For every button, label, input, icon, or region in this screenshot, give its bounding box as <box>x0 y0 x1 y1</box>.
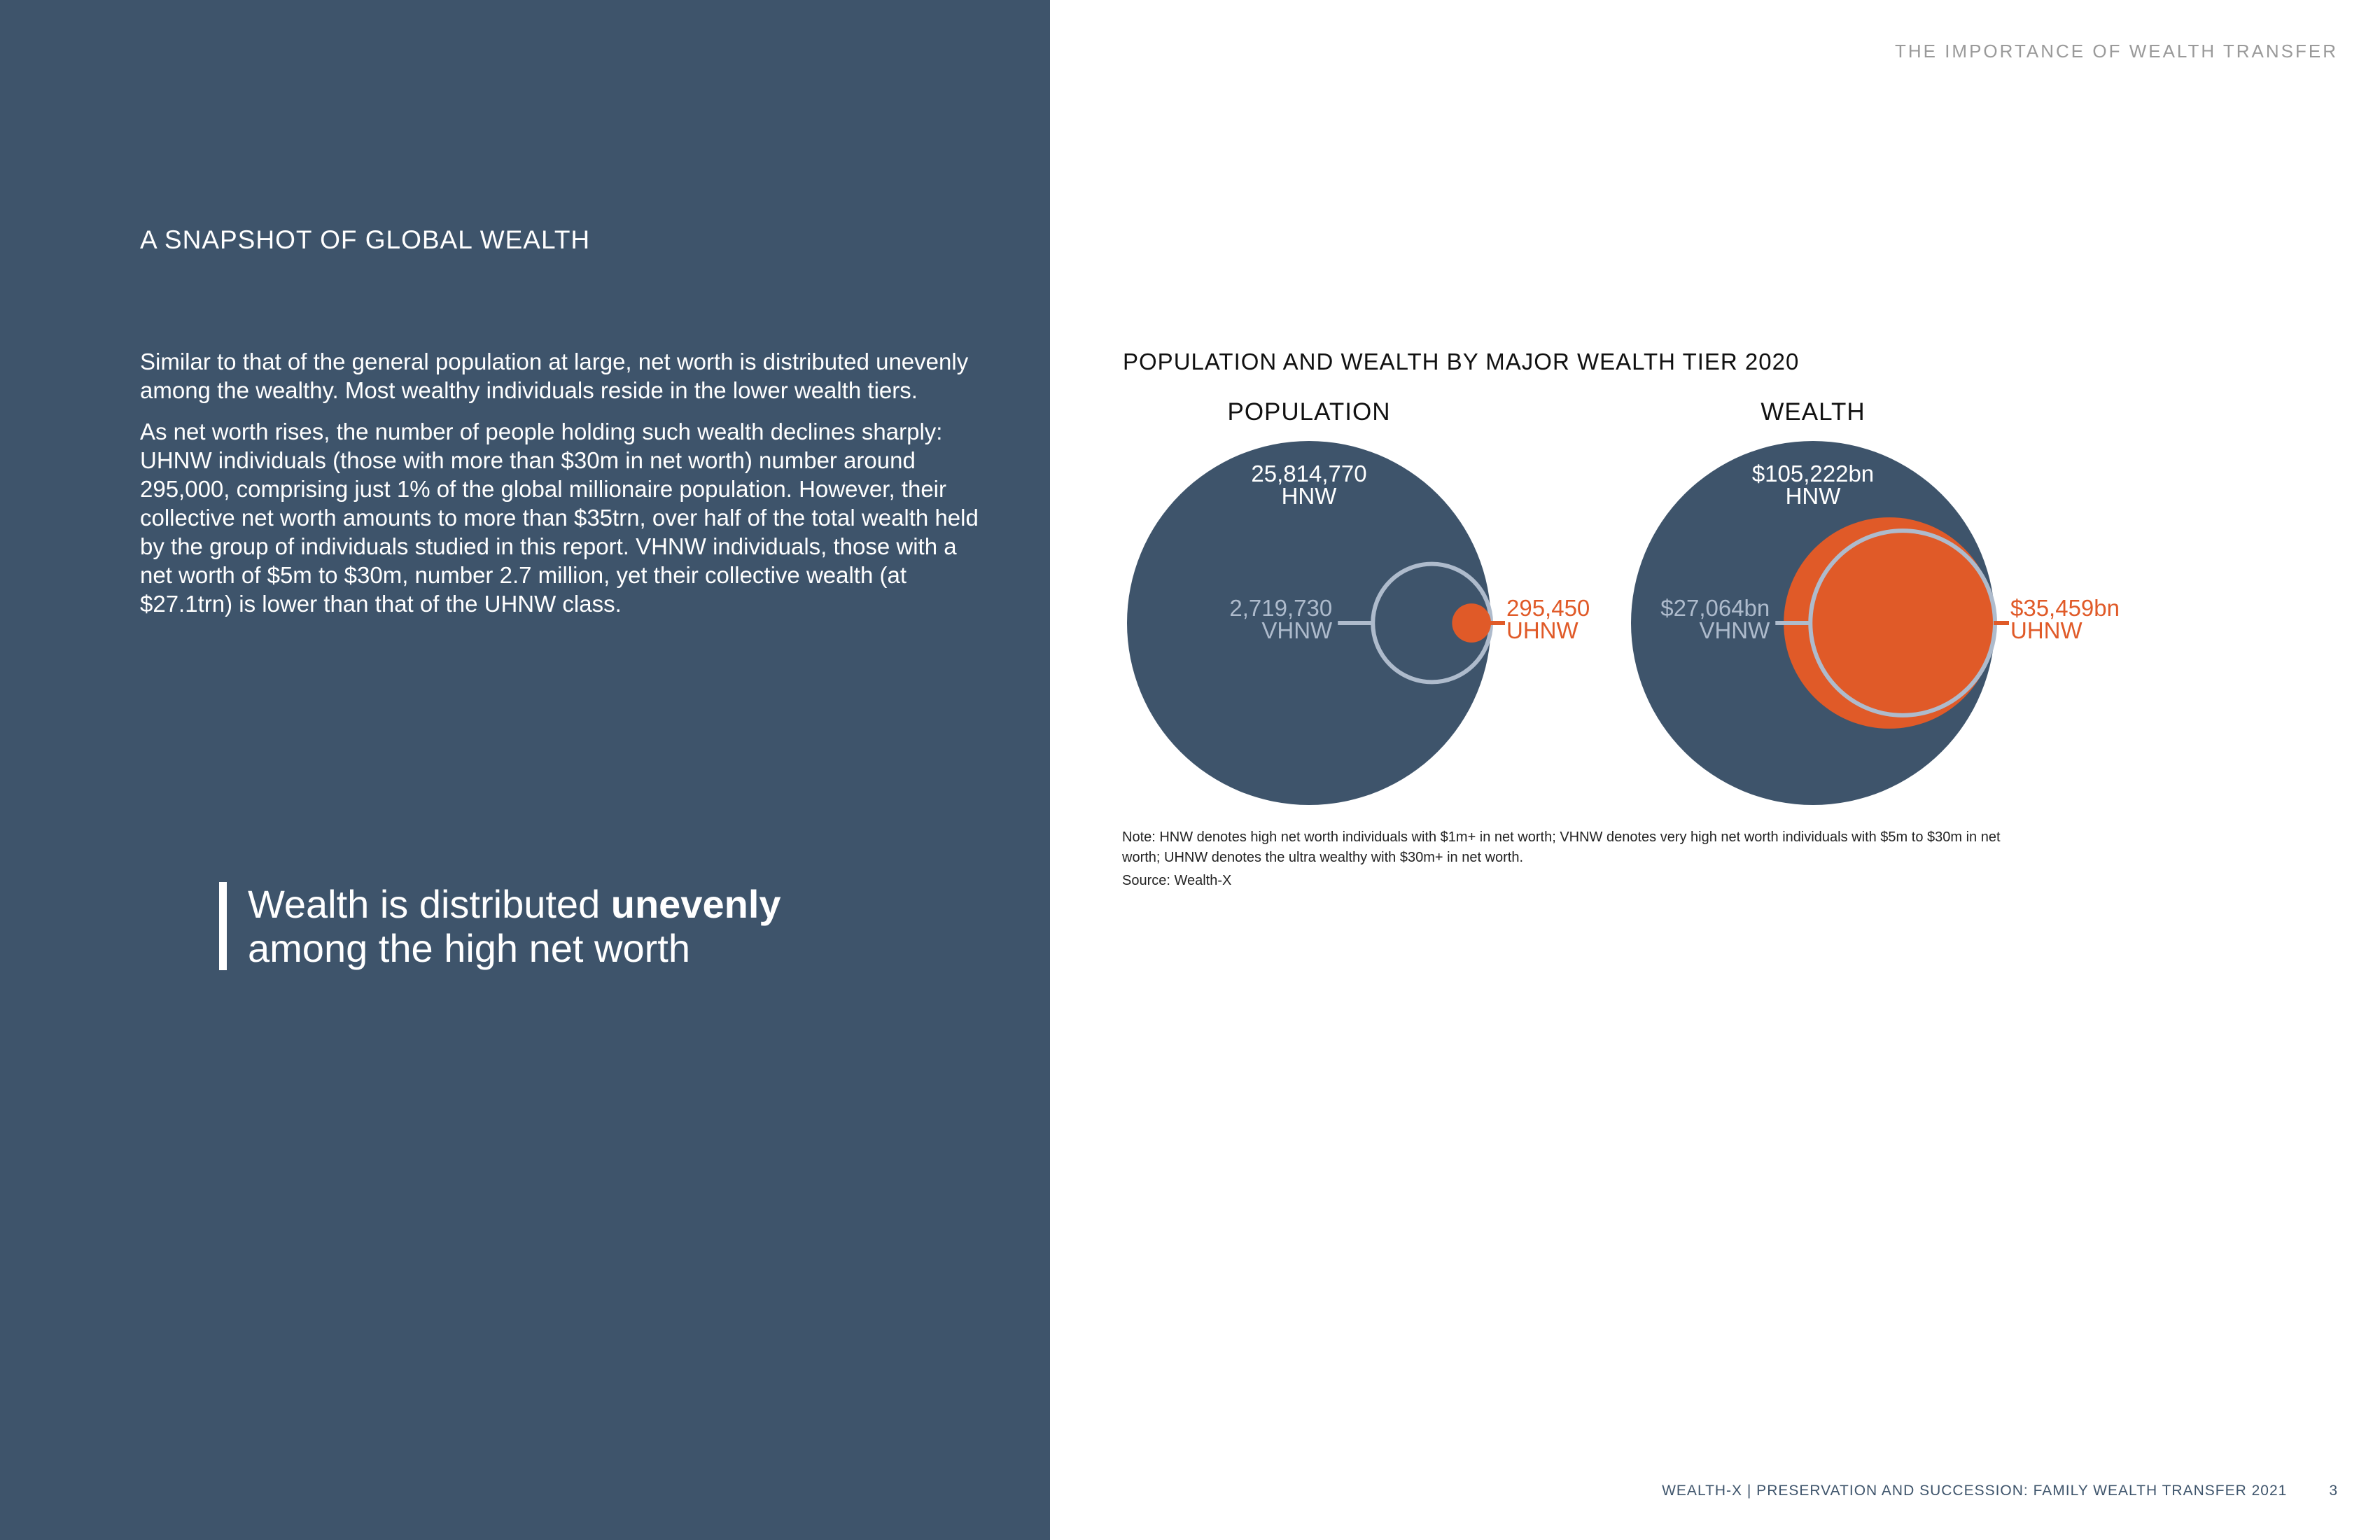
wealth-vhnw-tier: VHNW <box>1699 617 1770 643</box>
bubble-chart <box>1092 392 2240 812</box>
section-title: A SNAPSHOT OF GLOBAL WEALTH <box>140 225 591 254</box>
population-uhnw-value: 295,450 <box>1506 595 1590 621</box>
page-number: 3 <box>2329 1483 2338 1499</box>
population-panel-title: POPULATION <box>1227 398 1391 426</box>
footer <box>1662 1483 2338 1499</box>
population-vhnw-value: 2,719,730 <box>1229 595 1333 621</box>
population-vhnw-tier: VHNW <box>1261 617 1333 643</box>
population-hnw-tier: HNW <box>1281 483 1337 509</box>
wealth-uhnw-tier: UHNW <box>2010 617 2082 643</box>
wealth-vhnw-value: $27,064bn <box>1660 595 1770 621</box>
pull-quote <box>219 882 781 970</box>
population-uhnw-tier: UHNW <box>1506 617 1578 643</box>
running-head: THE IMPORTANCE OF WEALTH TRANSFER <box>1894 41 2338 62</box>
chart-source: Source: Wealth-X <box>1122 873 1232 888</box>
population-uhnw-bubble <box>1452 603 1491 643</box>
chart-note: Note: HNW denotes high net worth individuals with $1m+ in net worth; VHNW denotes very high net worth individuals with $5m to $30m in net worth; UHNW denotes the ultra wealthy with $30m+ in net worth. <box>1122 830 2001 865</box>
wealth-uhnw-bubble <box>1784 517 1995 729</box>
wealth-hnw-tier: HNW <box>1785 483 1841 509</box>
pull-quote-lead: Wealth is distributed <box>248 882 611 926</box>
population-hnw-value: 25,814,770 <box>1251 461 1367 486</box>
pull-quote-emphasis: unevenly <box>610 882 781 926</box>
wealth-panel-title: WEALTH <box>1760 398 1865 426</box>
body-paragraph-2: As net worth rises, the number of people holding such wealth declines sharply: UHNW individuals (those with more than $30m in net worth) number around 295,000, comprising just 1% of the global millionaire population. However, their collective net worth amounts to more than $35trn, over half of the total wealth held by the group of individuals studied in this report. VHNW individuals, those with a net worth of $5m to $30m, number 2.7 million, yet their collective wealth (at $27.1trn) is lower than that of the UHNW class. <box>140 419 979 617</box>
chart-title: POPULATION AND WEALTH BY MAJOR WEALTH TIER 2020 <box>1123 349 1800 374</box>
wealth-hnw-value: $105,222bn <box>1751 461 1875 486</box>
footer-title: WEALTH-X | PRESERVATION AND SUCCESSION: FAMILY WEALTH TRANSFER 2021 <box>1662 1483 2288 1499</box>
pull-quote-tail: among the high net worth <box>248 926 690 970</box>
wealth-uhnw-value: $35,459bn <box>2010 595 2120 621</box>
body-text <box>140 347 994 631</box>
left-panel <box>0 0 1050 1540</box>
body-paragraph-1: Similar to that of the general population at large, net worth is distributed unevenly among the wealthy. Most wealthy individuals reside in the lower wealth tiers. <box>140 349 969 403</box>
